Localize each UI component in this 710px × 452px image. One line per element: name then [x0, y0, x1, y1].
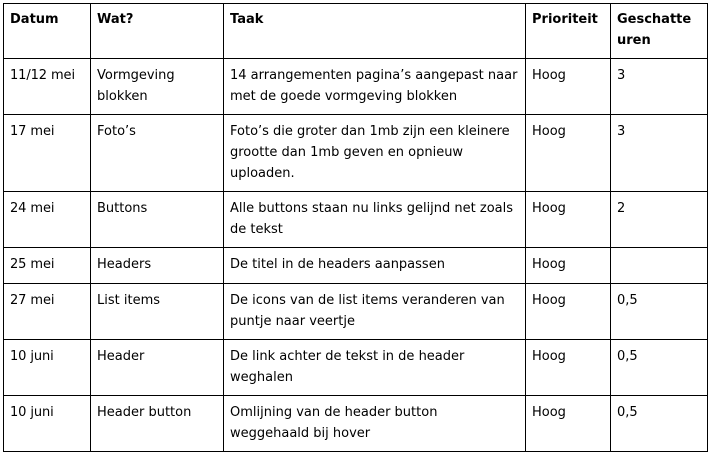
cell-datum: 24 mei [4, 192, 91, 248]
cell-datum: 10 juni [4, 396, 91, 452]
cell-taak: Alle buttons staan nu links gelijnd net zoals de tekst [224, 192, 526, 248]
table-row [4, 115, 708, 192]
cell-prioriteit: Hoog [526, 284, 611, 340]
cell-wat: Vormgeving blokken [91, 59, 224, 115]
cell-datum: 10 juni [4, 340, 91, 396]
cell-prioriteit: Hoog [526, 340, 611, 396]
cell-wat: Headers [91, 248, 224, 284]
header-geschatte-uren: Geschatte uren [611, 4, 708, 59]
cell-wat: Foto’s [91, 115, 224, 192]
cell-wat: Header button [91, 396, 224, 452]
header-prioriteit: Prioriteit [526, 4, 611, 59]
cell-prioriteit: Hoog [526, 396, 611, 452]
cell-taak: De titel in de headers aanpassen [224, 248, 526, 284]
cell-taak: De link achter de tekst in de header weghalen [224, 340, 526, 396]
cell-uren: 3 [611, 59, 708, 115]
cell-taak: Omlijning van de header button weggehaald bij hover [224, 396, 526, 452]
cell-prioriteit: Hoog [526, 192, 611, 248]
cell-prioriteit: Hoog [526, 59, 611, 115]
cell-uren: 3 [611, 115, 708, 192]
table-row [4, 59, 708, 115]
table-row [4, 192, 708, 248]
cell-taak: 14 arrangementen pagina’s aangepast naar met de goede vormgeving blokken [224, 59, 526, 115]
cell-taak: Foto’s die groter dan 1mb zijn een kleinere grootte dan 1mb geven en opnieuw uploaden. [224, 115, 526, 192]
table-header-row [4, 4, 708, 59]
table-row [4, 396, 708, 452]
cell-wat: Header [91, 340, 224, 396]
cell-wat: Buttons [91, 192, 224, 248]
table-row [4, 248, 708, 284]
cell-uren: 2 [611, 192, 708, 248]
cell-taak: De icons van de list items veranderen van puntje naar veertje [224, 284, 526, 340]
cell-wat: List items [91, 284, 224, 340]
table-row [4, 284, 708, 340]
task-table [3, 3, 708, 452]
cell-prioriteit: Hoog [526, 115, 611, 192]
header-wat: Wat? [91, 4, 224, 59]
header-datum: Datum [4, 4, 91, 59]
cell-uren: 0,5 [611, 396, 708, 452]
cell-uren: 0,5 [611, 340, 708, 396]
cell-datum: 27 mei [4, 284, 91, 340]
cell-prioriteit: Hoog [526, 248, 611, 284]
cell-uren: 0,5 [611, 284, 708, 340]
cell-datum: 17 mei [4, 115, 91, 192]
header-taak: Taak [224, 4, 526, 59]
cell-uren [611, 248, 708, 284]
cell-datum: 11/12 mei [4, 59, 91, 115]
table-row [4, 340, 708, 396]
cell-datum: 25 mei [4, 248, 91, 284]
